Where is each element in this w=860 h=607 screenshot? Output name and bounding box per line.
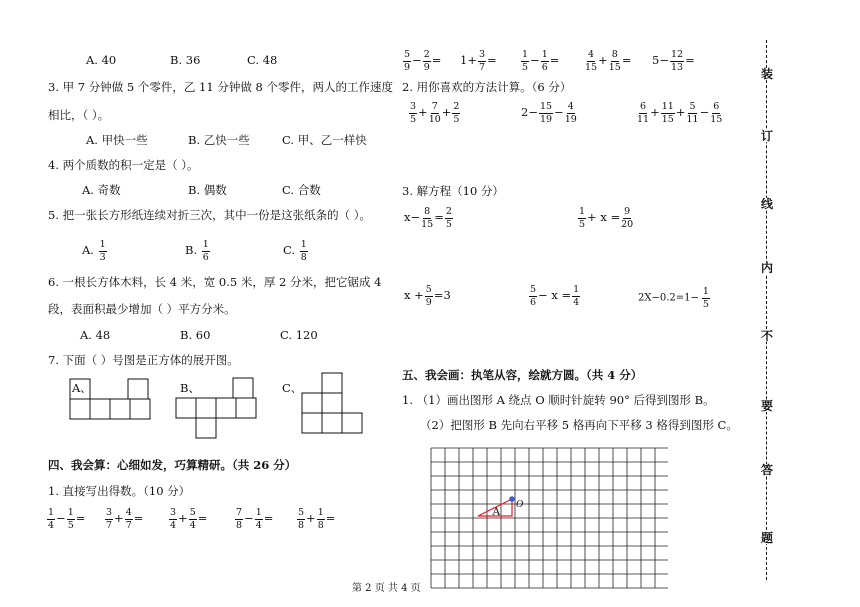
- q2-option-a: A. 40: [86, 53, 117, 67]
- q2-option-c: C. 48: [247, 53, 278, 67]
- q5-option-a: A. $\frac{1}{3}$: [82, 239, 106, 263]
- mental-calc-item: 5− $\frac{12}{13}$ =: [652, 49, 695, 73]
- binding-margin-char: 题: [760, 531, 773, 545]
- mental-calc-item: $\frac{5}{8}$ + $\frac{1}{8}$ =: [298, 507, 336, 531]
- mental-calc-item: $\frac{3}{4}$ + $\frac{5}{4}$ =: [170, 507, 208, 531]
- net-a-square: [70, 399, 90, 419]
- equation-5: 2X−0.2=1− $\frac{1}{5}$: [638, 286, 709, 310]
- q6-option-a: A. 48: [80, 328, 111, 342]
- q3-line1: 3. 甲 7 分钟做 5 个零件，乙 11 分钟做 8 个零件，两人的工作速度: [48, 80, 393, 94]
- net-b-square: [196, 398, 216, 418]
- q2-option-b: B. 36: [170, 53, 201, 67]
- binding-margin-char: 内: [760, 261, 773, 275]
- q3-option-c: C. 甲、乙一样快: [282, 133, 367, 147]
- label-o: O: [516, 499, 524, 510]
- net-c-square: [342, 413, 362, 433]
- mental-calc-item: $\frac{5}{9}$ − $\frac{2}{9}$ =: [404, 49, 442, 73]
- binding-line: [766, 40, 767, 580]
- equation-3: x + $\frac{5}{9}$ =3: [404, 284, 451, 308]
- binding-margin-char: 线: [760, 197, 773, 211]
- cube-nets-figure: [0, 0, 400, 440]
- mental-calc-item: $\frac{3}{7}$ + $\frac{4}{7}$ =: [106, 507, 144, 531]
- net-c-square: [302, 393, 322, 413]
- q7-label-a: A、: [72, 381, 92, 395]
- q6-option-c: C. 120: [280, 328, 318, 342]
- mental-calc-item: $\frac{1}{5}$ − $\frac{1}{6}$ =: [522, 49, 560, 73]
- net-a-square: [130, 399, 150, 419]
- net-a-square: [128, 379, 148, 399]
- section4-sub2: 2. 用你喜欢的方法计算。（6 分）: [402, 80, 572, 94]
- method-calc-2: 2− $\frac{15}{19}$ − $\frac{4}{19}$: [521, 101, 577, 125]
- binding-margin-char: 不: [760, 329, 773, 343]
- net-b-square: [233, 378, 253, 398]
- q5-text: 5. 把一张长方形纸连续对折三次，其中一份是这张纸条的（ ）。: [48, 208, 372, 222]
- section5-title: 五、我会画：执笔从容，绘就方圆。（共 4 分）: [402, 368, 643, 382]
- equation-2: $\frac{1}{5}$ + x = $\frac{9}{20}$: [579, 206, 634, 230]
- q3-option-a: A. 甲快一些: [86, 133, 148, 147]
- equation-4: $\frac{5}{6}$ − x = $\frac{1}{4}$: [530, 284, 580, 308]
- mental-calc-item: $\frac{4}{15}$ + $\frac{8}{15}$ =: [585, 49, 632, 73]
- q5-option-b: B. $\frac{1}{6}$: [185, 239, 209, 263]
- q7-text: 7. 下面（ ）号图是正方体的展开图。: [48, 353, 239, 367]
- binding-margin-char: 订: [760, 129, 773, 143]
- section4-sub3: 3. 解方程（10 分）: [402, 184, 504, 198]
- equation-1: x− $\frac{8}{15}$ = $\frac{2}{5}$: [404, 206, 452, 230]
- method-calc-3: $\frac{6}{11}$ + $\frac{11}{15}$ + $\frac{5}{11}$ − $\frac{6}{15}$: [637, 101, 723, 125]
- q4-option-a: A. 奇数: [82, 183, 121, 197]
- binding-margin-char: 装: [760, 67, 773, 81]
- net-b-square: [216, 398, 236, 418]
- net-a-square: [70, 379, 90, 399]
- q6-line1: 6. 一根长方体木料，长 4 米，宽 0.5 米，厚 2 分米，把它锯成 4: [48, 275, 382, 289]
- net-b-square: [236, 398, 256, 418]
- net-a-square: [90, 399, 110, 419]
- point-o: [509, 496, 515, 502]
- net-c-square: [302, 413, 322, 433]
- drawing-grid[interactable]: [430, 447, 668, 592]
- mental-calc-item: 1+ $\frac{3}{7}$ =: [460, 49, 497, 73]
- net-b-square: [196, 418, 216, 438]
- q7-label-b: B、: [180, 381, 200, 395]
- section4-sub1: 1. 直接写出得数。（10 分）: [48, 484, 191, 498]
- net-a-square: [110, 399, 130, 419]
- q6-line2: 段，表面积最少增加（ ）平方分米。: [48, 302, 236, 316]
- q5-option-c: C. $\frac{1}{8}$: [283, 239, 307, 263]
- method-calc-1: $\frac{3}{5}$ + $\frac{7}{10}$ + $\frac{2}{5}$: [410, 101, 460, 125]
- binding-margin-char: 要: [760, 399, 773, 413]
- q3-option-b: B. 乙快一些: [188, 133, 250, 147]
- q4-text: 4. 两个质数的积一定是（ ）。: [48, 158, 199, 172]
- section5-line2: （2）把图形 B 先向右平移 5 格再向下平移 3 格得到图形 C。: [420, 418, 738, 432]
- section4-title: 四、我会算：心细如发，巧算精研。（共 26 分）: [48, 458, 297, 472]
- q4-option-c: C. 合数: [282, 183, 321, 197]
- mental-calc-item: $\frac{7}{8}$ − $\frac{1}{4}$ =: [236, 507, 274, 531]
- section5-line1: 1. （1）画出图形 A 绕点 O 顺时针旋转 90° 后得到图形 B。: [402, 393, 715, 407]
- net-b-square: [176, 398, 196, 418]
- net-c-square: [322, 373, 342, 393]
- q6-option-b: B. 60: [180, 328, 211, 342]
- label-a: A: [492, 504, 501, 518]
- q7-label-c: C、: [282, 381, 303, 395]
- q3-line2: 相比，（ ）。: [48, 108, 110, 122]
- mental-calc-item: $\frac{1}{4}$ − $\frac{1}{5}$ =: [48, 507, 86, 531]
- net-c-square: [322, 393, 342, 413]
- page-footer: 第 2 页 共 4 页: [352, 583, 421, 594]
- net-c-square: [322, 413, 342, 433]
- binding-margin-char: 答: [760, 463, 773, 477]
- q4-option-b: B. 偶数: [188, 183, 227, 197]
